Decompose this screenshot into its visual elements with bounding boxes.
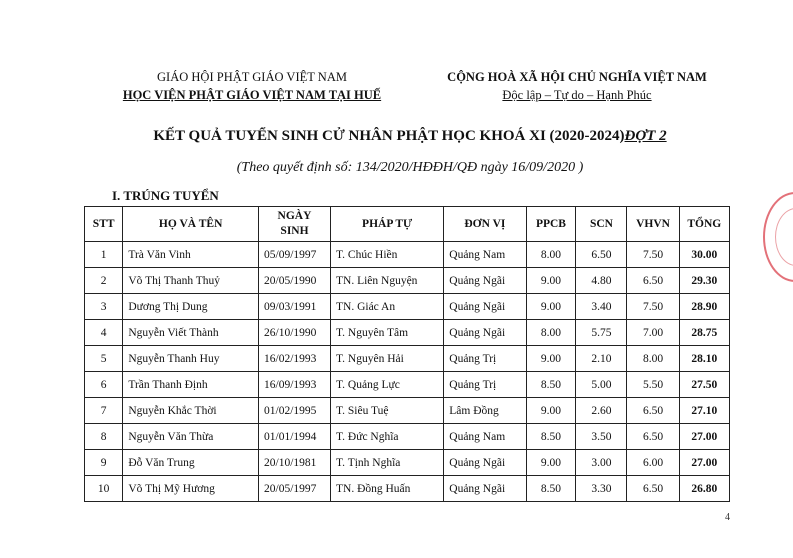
cell-total: 27.50 xyxy=(679,372,729,398)
cell-dharma-name: T. Tịnh Nghĩa xyxy=(330,450,443,476)
cell-name: Võ Thị Mỹ Hương xyxy=(123,476,259,502)
cell-vhvn: 6.50 xyxy=(627,268,679,294)
cell-stt: 7 xyxy=(85,398,123,424)
cell-stt: 1 xyxy=(85,242,123,268)
cell-ppcb: 8.00 xyxy=(526,320,576,346)
results-table xyxy=(84,206,730,502)
col-unit: ĐƠN VỊ xyxy=(444,207,526,242)
cell-dob: 26/10/1990 xyxy=(259,320,331,346)
table-row xyxy=(85,320,730,346)
table-row xyxy=(85,398,730,424)
section-heading: I. TRÚNG TUYỂN xyxy=(112,188,219,203)
document-title xyxy=(60,128,760,145)
cell-vhvn: 5.50 xyxy=(627,372,679,398)
cell-vhvn: 7.00 xyxy=(627,320,679,346)
col-dob xyxy=(259,207,331,242)
cell-vhvn: 8.00 xyxy=(627,346,679,372)
cell-dharma-name: T. Quảng Lực xyxy=(330,372,443,398)
cell-dharma-name: TN. Liên Nguyện xyxy=(330,268,443,294)
cell-name: Nguyễn Viết Thành xyxy=(123,320,259,346)
cell-name: Đỗ Văn Trung xyxy=(123,450,259,476)
cell-ppcb: 9.00 xyxy=(526,346,576,372)
cell-total: 30.00 xyxy=(679,242,729,268)
cell-stt: 8 xyxy=(85,424,123,450)
cell-name: Nguyễn Thanh Huy xyxy=(123,346,259,372)
col-name: HỌ VÀ TÊN xyxy=(123,207,259,242)
cell-dharma-name: T. Chúc Hiền xyxy=(330,242,443,268)
cell-name: Nguyễn Văn Thừa xyxy=(123,424,259,450)
cell-scn: 3.00 xyxy=(576,450,627,476)
cell-name: Trần Thanh Định xyxy=(123,372,259,398)
cell-vhvn: 6.50 xyxy=(627,424,679,450)
national-line-1: CỘNG HOÀ XÃ HỘI CHỦ NGHĨA VIỆT NAM xyxy=(447,70,707,84)
cell-scn: 6.50 xyxy=(576,242,627,268)
cell-dharma-name: TN. Giác An xyxy=(330,294,443,320)
cell-ppcb: 8.00 xyxy=(526,242,576,268)
issuer-line-2: HỌC VIỆN PHẬT GIÁO VIỆT NAM TẠI HUẾ xyxy=(122,88,382,102)
cell-scn: 4.80 xyxy=(576,268,627,294)
cell-ppcb: 9.00 xyxy=(526,268,576,294)
cell-dob: 01/02/1995 xyxy=(259,398,331,424)
cell-ppcb: 8.50 xyxy=(526,476,576,502)
cell-ppcb: 9.00 xyxy=(526,294,576,320)
cell-total: 29.30 xyxy=(679,268,729,294)
cell-unit: Quảng Ngãi xyxy=(444,320,526,346)
table-header-row xyxy=(85,207,730,242)
cell-name: Nguyễn Khắc Thời xyxy=(123,398,259,424)
cell-dob: 20/05/1997 xyxy=(259,476,331,502)
cell-name: Võ Thị Thanh Thuỷ xyxy=(123,268,259,294)
cell-total: 27.10 xyxy=(679,398,729,424)
cell-scn: 2.10 xyxy=(576,346,627,372)
title-suffix: ĐỢT 2 xyxy=(624,128,667,144)
cell-unit: Quảng Nam xyxy=(444,424,526,450)
cell-dharma-name: T. Nguyên Hải xyxy=(330,346,443,372)
table-row xyxy=(85,476,730,502)
col-dharma-name: PHÁP TỰ xyxy=(330,207,443,242)
cell-total: 28.75 xyxy=(679,320,729,346)
table-row xyxy=(85,372,730,398)
cell-stt: 2 xyxy=(85,268,123,294)
cell-total: 28.10 xyxy=(679,346,729,372)
cell-vhvn: 7.50 xyxy=(627,242,679,268)
col-scn: SCN xyxy=(576,207,627,242)
cell-total: 27.00 xyxy=(679,450,729,476)
cell-scn: 2.60 xyxy=(576,398,627,424)
table-row xyxy=(85,346,730,372)
cell-scn: 5.75 xyxy=(576,320,627,346)
col-dob-line1: NGÀY xyxy=(277,210,312,222)
cell-name: Dương Thị Dung xyxy=(123,294,259,320)
cell-vhvn: 6.50 xyxy=(627,398,679,424)
issuer-header xyxy=(112,68,392,104)
cell-unit: Quảng Ngãi xyxy=(444,450,526,476)
cell-total: 28.90 xyxy=(679,294,729,320)
margin-mark: 4 xyxy=(725,512,730,523)
cell-vhvn: 6.00 xyxy=(627,450,679,476)
cell-unit: Quảng Nam xyxy=(444,242,526,268)
cell-unit: Lâm Đồng xyxy=(444,398,526,424)
cell-scn: 3.50 xyxy=(576,424,627,450)
table-row xyxy=(85,424,730,450)
col-ppcb: PPCB xyxy=(526,207,576,242)
cell-ppcb: 8.50 xyxy=(526,372,576,398)
cell-dob: 01/01/1994 xyxy=(259,424,331,450)
cell-stt: 3 xyxy=(85,294,123,320)
cell-vhvn: 7.50 xyxy=(627,294,679,320)
table-row xyxy=(85,268,730,294)
cell-dharma-name: T. Siêu Tuệ xyxy=(330,398,443,424)
cell-dharma-name: TN. Đồng Huấn xyxy=(330,476,443,502)
cell-stt: 6 xyxy=(85,372,123,398)
cell-dob: 16/09/1993 xyxy=(259,372,331,398)
col-total: TỔNG xyxy=(679,207,729,242)
issuer-line-1: GIÁO HỘI PHẬT GIÁO VIỆT NAM xyxy=(157,70,347,84)
cell-name: Trà Văn Vinh xyxy=(123,242,259,268)
cell-total: 26.80 xyxy=(679,476,729,502)
national-header xyxy=(432,68,722,104)
cell-dob: 20/05/1990 xyxy=(259,268,331,294)
cell-dob: 16/02/1993 xyxy=(259,346,331,372)
cell-unit: Quảng Trị xyxy=(444,346,526,372)
cell-stt: 4 xyxy=(85,320,123,346)
cell-vhvn: 6.50 xyxy=(627,476,679,502)
cell-ppcb: 9.00 xyxy=(526,398,576,424)
cell-stt: 10 xyxy=(85,476,123,502)
cell-dob: 09/03/1991 xyxy=(259,294,331,320)
cell-dharma-name: T. Đức Nghĩa xyxy=(330,424,443,450)
table-row xyxy=(85,294,730,320)
col-stt: STT xyxy=(85,207,123,242)
cell-unit: Quảng Ngãi xyxy=(444,268,526,294)
col-dob-line2: SINH xyxy=(280,225,309,237)
cell-scn: 3.40 xyxy=(576,294,627,320)
cell-unit: Quảng Ngãi xyxy=(444,476,526,502)
cell-stt: 5 xyxy=(85,346,123,372)
cell-dob: 20/10/1981 xyxy=(259,450,331,476)
cell-ppcb: 9.00 xyxy=(526,450,576,476)
cell-dob: 05/09/1997 xyxy=(259,242,331,268)
cell-unit: Quảng Trị xyxy=(444,372,526,398)
col-vhvn: VHVN xyxy=(627,207,679,242)
national-motto: Độc lập – Tự do – Hạnh Phúc xyxy=(502,88,652,102)
cell-scn: 3.30 xyxy=(576,476,627,502)
cell-total: 27.00 xyxy=(679,424,729,450)
cell-stt: 9 xyxy=(85,450,123,476)
cell-unit: Quảng Ngãi xyxy=(444,294,526,320)
table-row xyxy=(85,450,730,476)
table-row xyxy=(85,242,730,268)
cell-scn: 5.00 xyxy=(576,372,627,398)
decision-reference: (Theo quyết định số: 134/2020/HĐĐH/QĐ ngày 16/09/2020 ) xyxy=(236,160,584,175)
cell-ppcb: 8.50 xyxy=(526,424,576,450)
title-main: KẾT QUẢ TUYỂN SINH CỬ NHÂN PHẬT HỌC KHOÁ XI (2020-2024) xyxy=(153,128,625,144)
cell-dharma-name: T. Nguyên Tâm xyxy=(330,320,443,346)
